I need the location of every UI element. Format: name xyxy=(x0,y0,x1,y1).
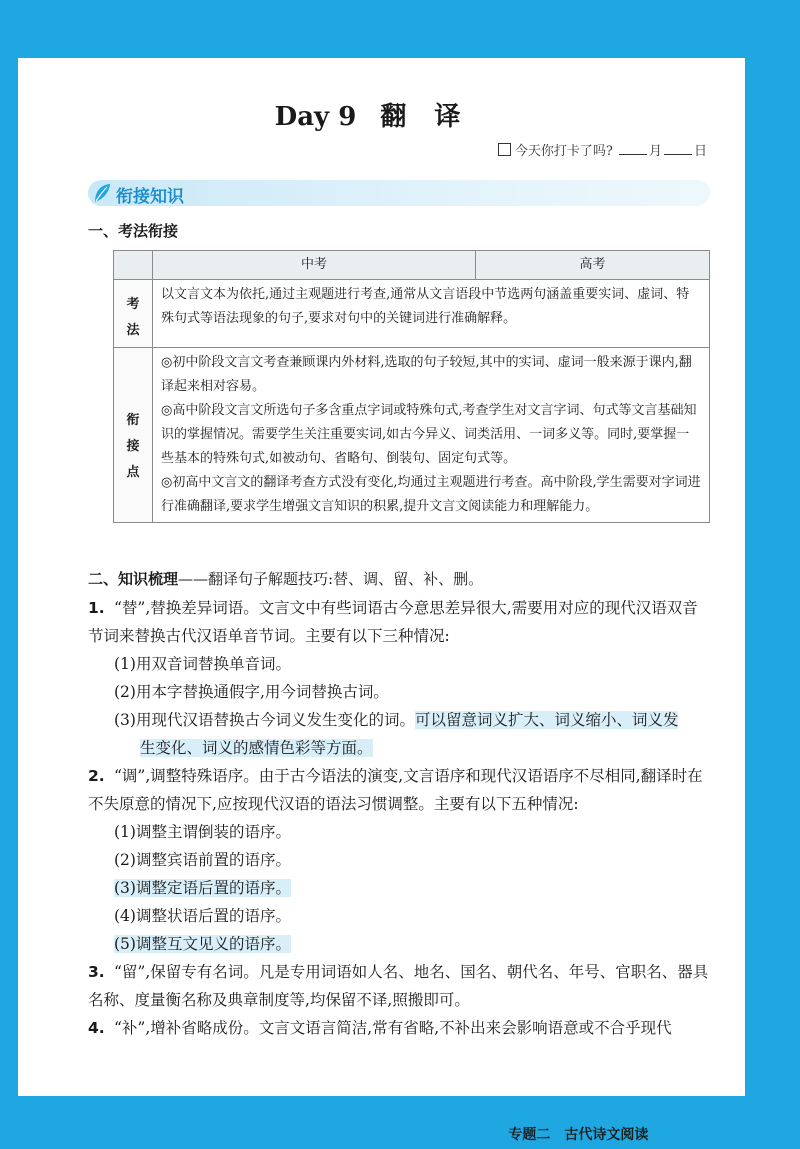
item-liu xyxy=(88,958,713,1014)
checkin-line xyxy=(498,140,707,159)
item-ti xyxy=(88,594,713,650)
item-text: “调”,调整特殊语序。由于古今语法的演变,文言语序和现代汉语语序不尽相同,翻译时在不失原意的情况下,应按现代汉语的语法习惯调整。主要有以下五种情况: xyxy=(88,767,703,813)
sub-item: (4)调整状语后置的语序。 xyxy=(114,907,291,925)
checkin-checkbox[interactable] xyxy=(498,143,511,156)
xianjie-point-1: ◎初中阶段文言文考查兼顾课内外材料,选取的句子较短,其中的实词、虚词一般来源于课内,翻译起来相对容易。 xyxy=(161,355,692,394)
item-text: “补”,增补省略成份。文言文语言简洁,常有省略,不补出来会影响语意或不合乎现代 xyxy=(114,1019,672,1037)
section-label: 衔接知识 xyxy=(116,187,184,207)
part2-heading: 二、知识梳理——翻译句子解题技巧:替、调、留、补、删。 xyxy=(88,570,484,588)
highlighted-text: 可以留意词义扩大、词义缩小、词义发 xyxy=(414,711,679,729)
xianjie-point-3: ◎初高中文言文的翻译考查方式没有变化,均通过主观题进行考查。高中阶段,学生需要对字词进行准确翻译,要求学生增强文言知识的积累,提升文言文阅读能力和理解能力。 xyxy=(161,475,701,514)
day-label: 日 xyxy=(693,144,707,159)
sub-item xyxy=(114,874,291,902)
month-label: 月 xyxy=(648,144,662,159)
part1-heading: 一、考法衔接 xyxy=(88,222,179,240)
day-blank xyxy=(664,154,692,155)
part2-heading-rest: ——翻译句子解题技巧:替、调、留、补、删。 xyxy=(178,570,484,588)
table-header-high: 高考 xyxy=(476,251,710,280)
title-day: Day 9 xyxy=(274,102,357,132)
item-number: 3. xyxy=(88,963,105,981)
sub-item xyxy=(114,930,291,958)
table-row xyxy=(114,280,710,348)
comparison-table xyxy=(113,250,710,523)
page-footer xyxy=(508,1122,683,1147)
item-bu xyxy=(88,1014,713,1042)
highlighted-text: 生变化、词义的感情色彩等方面。 xyxy=(140,739,373,757)
page-title xyxy=(18,96,745,133)
item-number: 4. xyxy=(88,1019,105,1037)
document-page xyxy=(18,58,745,1147)
page-frame-top xyxy=(0,0,800,58)
row-text-kaofa: 以文言文本为依托,通过主观题进行考查,通常从文言语段中节选两句涵盖重要实词、虚词、特殊句式等语法现象的句子,要求对句中的关键词进行准确解释。 xyxy=(153,280,710,348)
item-text: “留”,保留专有名词。凡是专用词语如人名、地名、国名、朝代名、年号、官职名、器具名称、度量衡名称及典章制度等,均保留不译,照搬即可。 xyxy=(88,963,709,1009)
item-number: 1. xyxy=(88,599,105,617)
sub-item: (2)用本字替换通假字,用今词替换古词。 xyxy=(114,683,389,701)
sub-item: (1)调整主谓倒装的语序。 xyxy=(114,823,291,841)
sub-item: (2)调整宾语前置的语序。 xyxy=(114,851,291,869)
month-blank xyxy=(619,154,647,155)
page-frame-right xyxy=(745,0,800,1149)
page-frame-left xyxy=(0,0,18,1149)
table-header-middle: 中考 xyxy=(153,251,476,280)
highlighted-text: (5)调整互文见义的语序。 xyxy=(114,935,291,953)
table-row xyxy=(114,348,710,523)
row-text-xianjie xyxy=(153,348,710,523)
item-tiao xyxy=(88,762,713,818)
sub-item: (1)用双音词替换单音词。 xyxy=(114,655,291,673)
checkin-text: 今天你打卡了吗? xyxy=(514,144,613,159)
sub-item-continued xyxy=(140,734,373,762)
table-corner xyxy=(114,251,153,280)
item-number: 2. xyxy=(88,767,105,785)
row-head-xianjie: 衔 接 点 xyxy=(114,348,153,523)
row-head-kaofa: 考 法 xyxy=(114,280,153,348)
title-topic: 翻译 xyxy=(380,102,489,132)
page-number: 13 xyxy=(652,1122,683,1147)
item-text: “替”,替换差异词语。文言文中有些词语古今意思差异很大,需要用对应的现代汉语双音节词来替换古代汉语单音节词。主要有以下三种情况: xyxy=(88,599,698,645)
xianjie-point-2: ◎高中阶段文言文所选句子多含重点字词或特殊句式,考查学生对文言字词、句式等文言基础知识的掌握情况。需要学生关注重要实词,如古今异义、词类活用、一词多义等。同时,要掌握一些基本的特殊句式,如被动句、省略句、倒装句、固定句式等。 xyxy=(161,403,697,466)
sub-item: (3)用现代汉语替换古今词义发生变化的词。可以留意词义扩大、词义缩小、词义发 xyxy=(114,711,679,729)
leaf-icon xyxy=(92,182,112,204)
highlighted-text: (3)调整定语后置的语序。 xyxy=(114,879,291,897)
footer-topic: 专题二 古代诗文阅读 xyxy=(508,1127,649,1143)
